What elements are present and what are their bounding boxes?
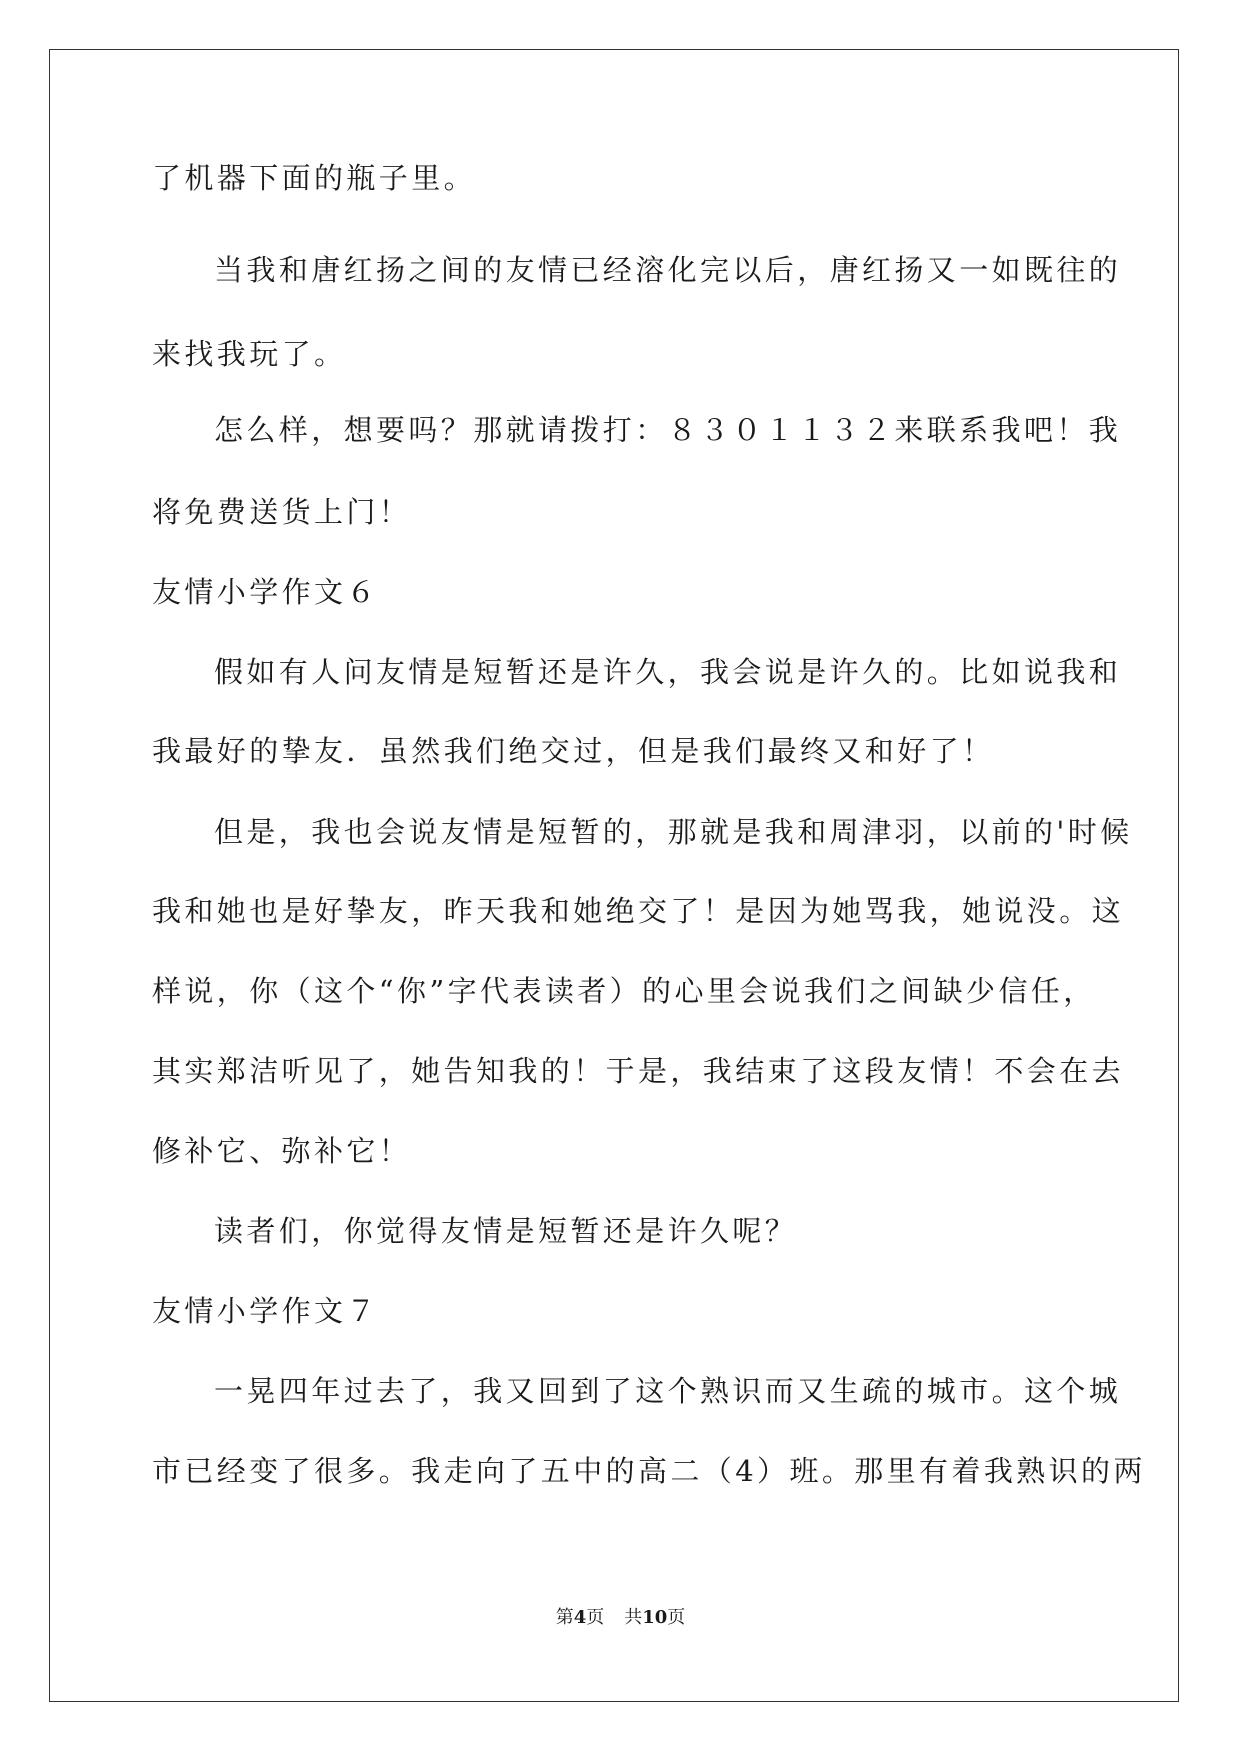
text-line: 我和她也是好挚友，昨天我和她绝交了！是因为她骂我，她说没。这 — [152, 894, 1125, 928]
text-line: 我最好的挚友．虽然我们绝交过，但是我们最终又和好了！ — [152, 734, 995, 768]
text-line: 样说，你（这个“你”字代表读者）的心里会说我们之间缺少信任， — [152, 974, 1096, 1008]
footer-page-suffix: 页 — [586, 1607, 605, 1628]
text-line: 了机器下面的瓶子里。 — [152, 161, 477, 195]
footer-page-prefix: 第 — [555, 1607, 574, 1628]
text-line: 将免费送货上门！ — [152, 495, 412, 529]
footer-total-pages: 10 — [642, 1607, 668, 1628]
text-line: 市已经变了很多。我走向了五中的高二（4）班。那里有着我熟识的两 — [152, 1454, 1146, 1488]
paragraph-start: 怎么样，想要吗？那就请拨打：８３０１１３２来联系我吧！我 — [214, 413, 1122, 447]
section-heading: 友情小学作文７ — [152, 1294, 379, 1328]
paragraph-start: 假如有人问友情是短暂还是许久，我会说是许久的。比如说我和 — [214, 655, 1122, 689]
paragraph-start: 当我和唐红扬之间的友情已经溶化完以后，唐红扬又一如既往的 — [214, 253, 1122, 287]
footer-total-prefix: 共 — [624, 1607, 643, 1628]
page-footer — [0, 1606, 1241, 1630]
text-line: 其实郑洁听见了，她告知我的！于是，我结束了这段友情！不会在去 — [152, 1054, 1125, 1088]
paragraph-start: 但是，我也会说友情是短暂的，那就是我和周津羽，以前的'时候 — [214, 815, 1133, 849]
text-line: 修补它、弥补它！ — [152, 1134, 412, 1168]
text-line: 来找我玩了。 — [152, 337, 347, 371]
footer-page-number: 4 — [573, 1607, 587, 1628]
paragraph-start: 读者们，你觉得友情是短暂还是许久呢？ — [214, 1214, 798, 1248]
section-heading: 友情小学作文６ — [152, 575, 379, 609]
footer-total-suffix: 页 — [667, 1607, 686, 1628]
paragraph-start: 一晃四年过去了，我又回到了这个熟识而又生疏的城市。这个城 — [214, 1374, 1122, 1408]
